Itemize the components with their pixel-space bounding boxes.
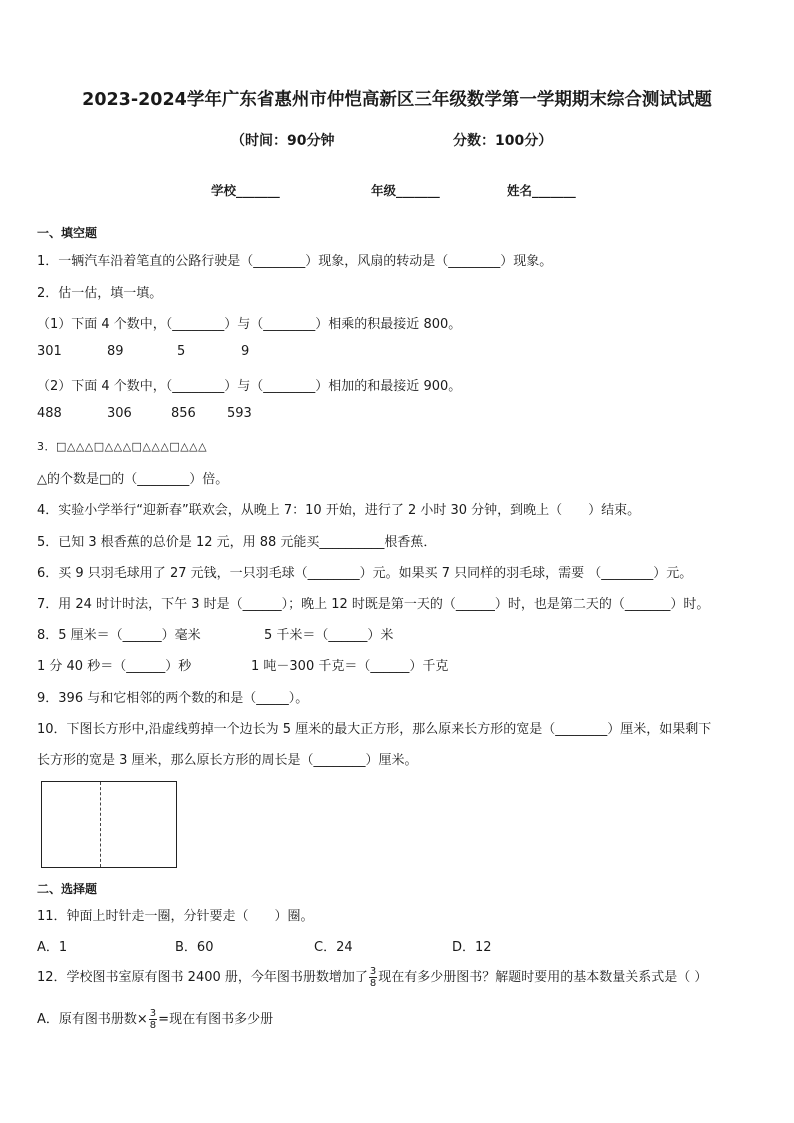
- fraction: [149, 1008, 157, 1031]
- fraction: [369, 966, 377, 989]
- question-7: 7．用 24 时计时法，下午 3 时是（______）；晚上 12 时既是第一天的（______）时，也是第二天的（_______）时。: [37, 597, 710, 612]
- question-3-shapes: 3．□△△△□△△△□△△△□△△△: [37, 440, 208, 453]
- fraction-denominator: 8: [149, 1020, 157, 1031]
- question-11: 11．钟面上时针走一圈，分针要走（ ）圈。: [37, 909, 314, 924]
- question-8-part-3: 1 分 40 秒＝（______）秒: [37, 659, 192, 674]
- question-9: 9．396 与和它相邻的两个数的和是（_____）。: [37, 691, 309, 706]
- question-2-part-2: （2）下面 4 个数中，（________）与（________）相加的和最接近 900。: [37, 379, 462, 394]
- rectangle-figure: [41, 781, 177, 868]
- question-12: [37, 966, 707, 989]
- option-c: C．24: [314, 940, 353, 955]
- question-6: 6．买 9 只羽毛球用了 27 元钱，一只羽毛球（________）元。如果买 7 只同样的羽毛球，需要 （________）元。: [37, 566, 693, 581]
- name-field: 姓名_______: [507, 183, 576, 198]
- number-choice: 488: [37, 406, 62, 421]
- question-8-part-1: 8．5 厘米＝（______）毫米: [37, 628, 201, 643]
- option-a: A．1: [37, 940, 68, 955]
- option-a-text-start: A．原有图书册数×: [37, 1012, 148, 1027]
- grade-field: 年级_______: [371, 183, 440, 198]
- question-8-part-2: 5 千米＝（______）米: [264, 628, 394, 643]
- number-choice: 856: [171, 406, 196, 421]
- number-choice: 9: [241, 344, 250, 359]
- section-choice: 二、选择题: [37, 882, 98, 896]
- question-2-part-1: （1）下面 4 个数中，（________）与（________）相乘的积最接近 800。: [37, 317, 462, 332]
- number-choice: 301: [37, 344, 62, 359]
- score-label: 分数：100分）: [453, 133, 553, 149]
- option-a-text-end: =现在有图书多少册: [158, 1012, 274, 1027]
- number-choice: 306: [107, 406, 132, 421]
- question-8-part-4: 1 吨－300 千克＝（______）千克: [251, 659, 449, 674]
- option-d: D．12: [452, 940, 492, 955]
- fraction-numerator: 3: [369, 966, 377, 977]
- question-4: 4．实验小学举行“迎新春”联欢会，从晚上 7：10 开始，进行了 2 小时 30 分钟，到晚上（ ）结束。: [37, 503, 641, 518]
- time-label: （时间：90分钟: [231, 133, 335, 149]
- question-12-text-end: 现在有多少册图书？解题时要用的基本数量关系式是（ ）: [378, 970, 708, 985]
- question-12-option-a: [37, 1008, 273, 1031]
- fraction-numerator: 3: [149, 1008, 157, 1019]
- question-10-line-2: 长方形的宽是 3 厘米，那么原长方形的周长是（________）厘米。: [37, 753, 418, 768]
- question-1: 1．一辆汽车沿着笔直的公路行驶是（________）现象，风扇的转动是（________）现象。: [37, 254, 553, 269]
- fraction-denominator: 8: [369, 978, 377, 989]
- number-choice: 89: [107, 344, 124, 359]
- question-2: 2．估一估，填一填。: [37, 286, 163, 301]
- question-3: △的个数是□的（________）倍。: [37, 472, 229, 487]
- question-5: 5．已知 3 根香蕉的总价是 12 元，用 88 元能买__________根香蕉．: [37, 535, 437, 550]
- option-b: B．60: [175, 940, 214, 955]
- number-choice: 5: [177, 344, 186, 359]
- school-field: 学校_______: [211, 183, 280, 198]
- dashed-cut-line: [100, 782, 101, 867]
- question-12-text-start: 12．学校图书室原有图书 2400 册，今年图书册数增加了: [37, 970, 368, 985]
- page-title: 2023-2024学年广东省惠州市仲恺高新区三年级数学第一学期期末综合测试试题: [82, 90, 712, 110]
- number-choice: 593: [227, 406, 252, 421]
- section-fill-in: 一、填空题: [37, 226, 98, 240]
- question-10-line-1: 10．下图长方形中,沿虚线剪掉一个边长为 5 厘米的最大正方形，那么原来长方形的宽是（________）厘米，如果剩下: [37, 722, 712, 737]
